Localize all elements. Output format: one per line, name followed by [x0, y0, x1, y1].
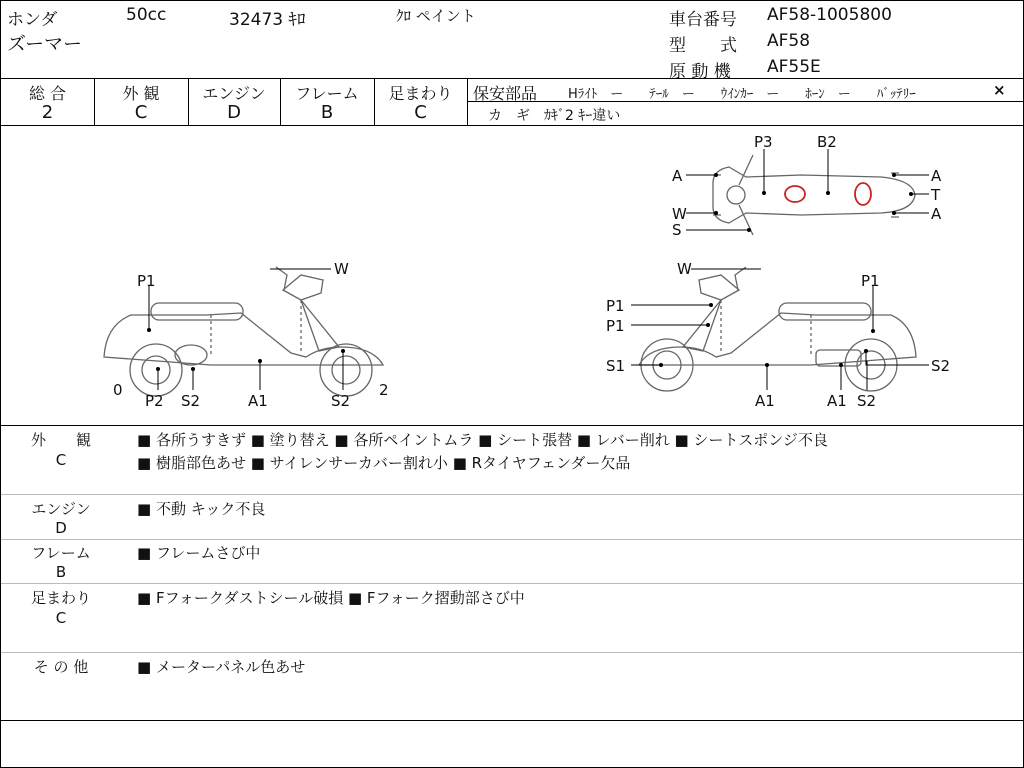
label-s: S	[672, 221, 682, 239]
label-a1: A1	[827, 392, 847, 410]
scooter-diagram	[1, 125, 1023, 425]
grade-frame-label: フレーム	[295, 84, 359, 103]
key-info: カ ギ ｶｷﾞ2 ｷｰ違い	[488, 108, 621, 124]
type-value: AF58	[767, 31, 811, 51]
detail-exterior-label: 外 観	[30, 431, 91, 449]
detail-exterior-grade: C	[55, 451, 67, 469]
right-view-labels	[606, 260, 950, 410]
detail-other-label: そ の 他	[33, 658, 89, 676]
grade-exterior-value: C	[134, 102, 148, 123]
left-view-pointers	[149, 269, 343, 390]
label-0: 0	[113, 381, 123, 399]
safety-title: 保安部品	[473, 84, 538, 103]
detail-engine-line: ■ 不動 キック不良	[137, 500, 266, 518]
divider	[1, 494, 1023, 495]
detail-exterior-line: ■ 樹脂部色あせ ■ サイレンサーカバー割れ小 ■ Rタイヤフェンダー欠品	[137, 454, 631, 472]
scooter-top-view	[713, 155, 915, 235]
grade-exterior-label: 外 観	[122, 84, 160, 103]
left-view-labels	[113, 260, 389, 410]
detail-suspension-grade: C	[55, 609, 67, 627]
color: ｸﾛ ペイント	[396, 7, 476, 25]
battery-missing-mark: ×	[993, 81, 1006, 99]
label-b2: B2	[817, 133, 837, 151]
mileage: 32473 ｷﾛ	[229, 10, 306, 30]
label-t: T	[931, 186, 941, 204]
label-s1: S1	[606, 357, 626, 375]
grade-suspension-value: C	[414, 102, 427, 123]
safety-items: Hﾗｲﾄ ー ﾃｰﾙ ー ｳｲﾝｶｰ ー ﾎｰﾝ ー ﾊﾞｯﾃﾘｰ	[568, 87, 916, 102]
label-a: A	[931, 167, 942, 185]
label-p2: P2	[145, 392, 164, 410]
detail-other-line: ■ メーターパネル色あせ	[137, 658, 306, 676]
label-w: W	[334, 260, 349, 278]
detail-engine-grade: D	[55, 519, 67, 537]
model-name: ズーマー	[7, 33, 83, 55]
grade-suspension-label: 足まわり	[388, 84, 453, 103]
label-w: W	[677, 260, 692, 278]
divider	[1, 652, 1023, 653]
label-a: A	[931, 205, 942, 223]
grade-overall-value: 2	[41, 102, 54, 123]
chassis-number: AF58-1005800	[767, 5, 892, 25]
grade-overall-label: 総 合	[28, 84, 67, 103]
engine-value: AF55E	[767, 57, 821, 77]
label-a: A	[672, 167, 683, 185]
detail-frame-grade: B	[55, 563, 67, 581]
grade-frame-value: B	[320, 102, 334, 123]
label-s2: S2	[181, 392, 201, 410]
label-p1: P1	[606, 297, 625, 315]
detail-exterior-line: ■ 各所うすきず ■ 塗り替え ■ 各所ペイントムラ ■ シート張替 ■ レバー削れ ■ シートスポンジ不良	[137, 431, 828, 449]
grade-engine-value: D	[227, 102, 241, 123]
label-p1: P1	[861, 272, 880, 290]
detail-engine-label: エンジン	[31, 500, 91, 518]
label-p1: P1	[606, 317, 625, 335]
label-a1: A1	[755, 392, 775, 410]
label-s2: S2	[857, 392, 877, 410]
label-a1: A1	[248, 392, 268, 410]
label-s2: S2	[331, 392, 351, 410]
label-2: 2	[379, 381, 389, 399]
grade-engine-label: エンジン	[202, 84, 266, 103]
detail-frame-label: フレーム	[31, 544, 91, 562]
detail-suspension-label: 足まわり	[30, 589, 91, 607]
detail-suspension-line: ■ Fフォークダストシール破損 ■ Fフォーク摺動部さび中	[137, 589, 525, 607]
label-s2: S2	[931, 357, 951, 375]
detail-frame-line: ■ フレームさび中	[137, 544, 261, 562]
chassis-label: 車台番号	[669, 10, 737, 30]
label-p3: P3	[754, 133, 773, 151]
engine-label: 原 動 機	[669, 62, 731, 82]
maker: ホンダ	[7, 10, 58, 30]
divider	[1, 720, 1023, 721]
divider	[1, 425, 1023, 426]
type-label: 型 式	[669, 36, 737, 56]
label-w: W	[672, 205, 687, 223]
divider	[1, 583, 1023, 584]
divider	[1, 539, 1023, 540]
divider	[1, 78, 1023, 79]
displacement: 50cc	[126, 5, 167, 25]
label-p1: P1	[137, 272, 156, 290]
